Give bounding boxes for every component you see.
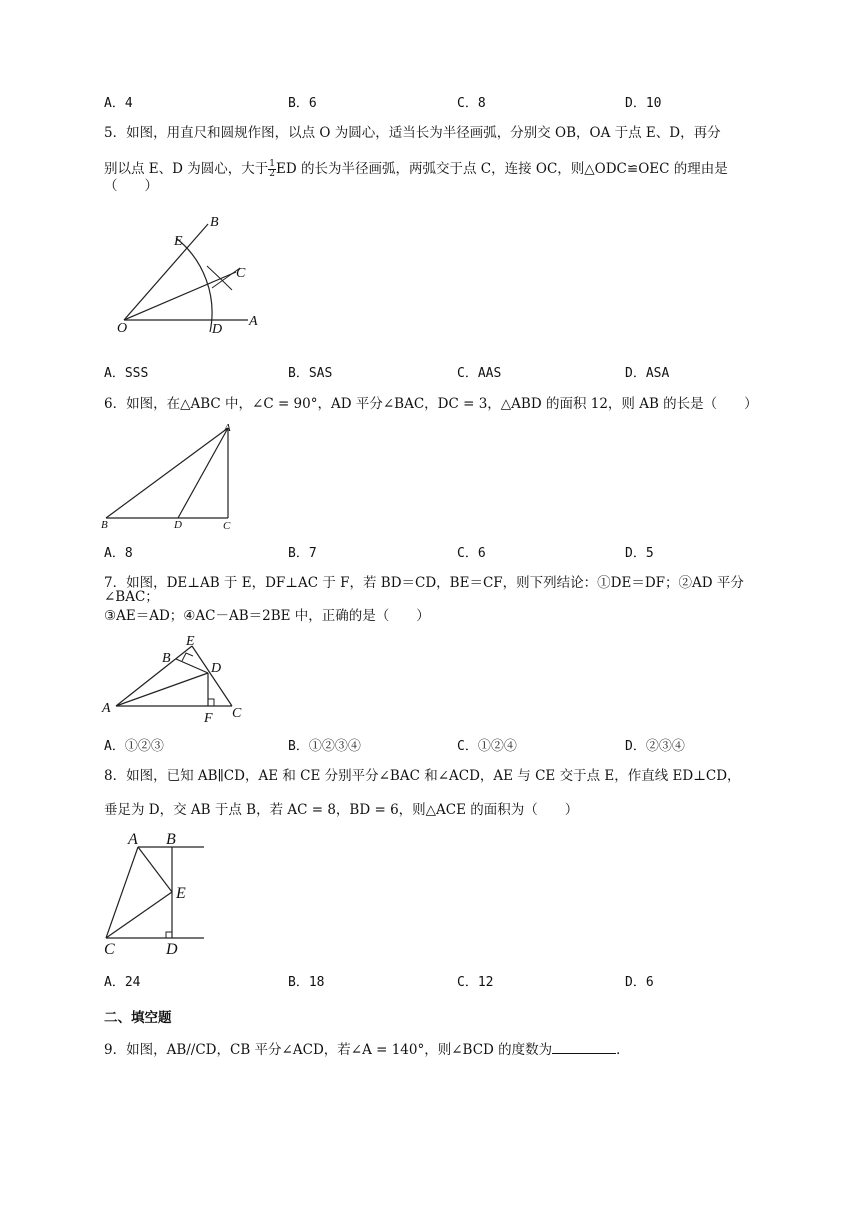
q5-text-line2-a: 别以点 E、D 为圆心，大于 — [104, 161, 269, 177]
q6-option-d: D．5 — [625, 546, 654, 561]
q7-option-a: A．①②③ — [104, 739, 164, 754]
q5-text-line2-b: ED 的长为半径画弧，两弧交于点 C，连接 OC，则△ODC≌OEC 的理由是（ ） — [104, 161, 728, 194]
q8-label-d: D — [166, 941, 178, 958]
q7-label-a: A — [102, 701, 111, 716]
q4-option-c: C．8 — [457, 96, 486, 111]
q8-label-e: E — [176, 885, 186, 902]
q8-option-b: B．18 — [288, 975, 325, 990]
q7-label-b: B — [162, 651, 171, 666]
q7-text-line1: 7．如图，DE⊥AB 于 E，DF⊥AC 于 F，若 BD＝CD，BE＝CF，则下列结论：①DE＝DF；②AD 平分∠BAC； — [104, 575, 744, 605]
q4-option-d: D．10 — [625, 96, 662, 111]
q8-label-b: B — [166, 831, 176, 848]
q7-text-line2: ③AE＝AD；④AC－AB＝2BE 中，正确的是（ ） — [104, 608, 430, 624]
q6-text-line1: 6．如图，在△ABC 中，∠C = 90°，AD 平分∠BAC，DC = 3，△ABD 的面积 12，则 AB 的长是（ ） — [104, 396, 758, 412]
q7-label-f: F — [204, 711, 213, 726]
q7-option-c: C．①②④ — [457, 739, 517, 754]
q4-option-a: A．4 — [104, 96, 133, 111]
q5-option-a: A．SSS — [104, 366, 149, 381]
q6-option-b: B．7 — [288, 546, 317, 561]
q6-option-a: A．8 — [104, 546, 133, 561]
q5-label-b: B — [210, 215, 219, 230]
q7-label-d: D — [211, 661, 222, 676]
q5-option-d: D．ASA — [625, 366, 670, 381]
q7-label-c: C — [232, 706, 242, 721]
half-fraction: $\frac{1}{2}$ — [269, 159, 275, 179]
q6-label-b: B — [101, 519, 108, 531]
q5-label-d: D — [212, 322, 223, 337]
q5-label-c: C — [236, 266, 246, 281]
q8-option-a: A．24 — [104, 975, 141, 990]
q8-option-c: C．12 — [457, 975, 494, 990]
q8-label-c: C — [104, 941, 115, 958]
q7-option-b: B．①②③④ — [288, 739, 361, 754]
q6-label-d: D — [174, 519, 182, 531]
q5-text-line1: 5．如图，用直尺和圆规作图，以点 O 为圆心，适当长为半径画弧，分别交 OB，OA 于点 E、D，再分 — [104, 125, 721, 141]
q8-text-line1: 8．如图，已知 AB∥CD，AE 和 CE 分别平分∠BAC 和∠ACD，AE 与 CE 交于点 E，作直线 ED⊥CD， — [104, 768, 741, 784]
q7-label-e: E — [186, 634, 195, 649]
section-title: 二、填空题 — [104, 1010, 172, 1026]
q9-text-line1: 9．如图，AB//CD，CB 平分∠ACD，若∠A = 140°，则∠BCD 的度数为 — [104, 1042, 553, 1058]
q5-label-a: A — [249, 314, 258, 329]
answer-blank — [552, 1041, 616, 1054]
q8-option-d: D．6 — [625, 975, 654, 990]
q9-tail: ． — [616, 1042, 630, 1058]
q8-text-line2: 垂足为 D，交 AB 于点 B，若 AC = 8，BD = 6，则△ACE 的面积为（ ） — [104, 802, 579, 818]
q7-option-d: D．②③④ — [625, 739, 685, 754]
q5-label-e: E — [174, 234, 183, 249]
q5-option-c: C．AAS — [457, 366, 502, 381]
q4-option-b: B．6 — [288, 96, 317, 111]
q6-label-a: A — [224, 422, 231, 434]
q5-label-o: O — [117, 321, 128, 336]
q6-label-c: C — [223, 520, 231, 532]
q6-option-c: C．6 — [457, 546, 486, 561]
q5-option-b: B．SAS — [288, 366, 333, 381]
q8-label-a: A — [128, 831, 138, 848]
q9-text — [104, 1041, 764, 1057]
